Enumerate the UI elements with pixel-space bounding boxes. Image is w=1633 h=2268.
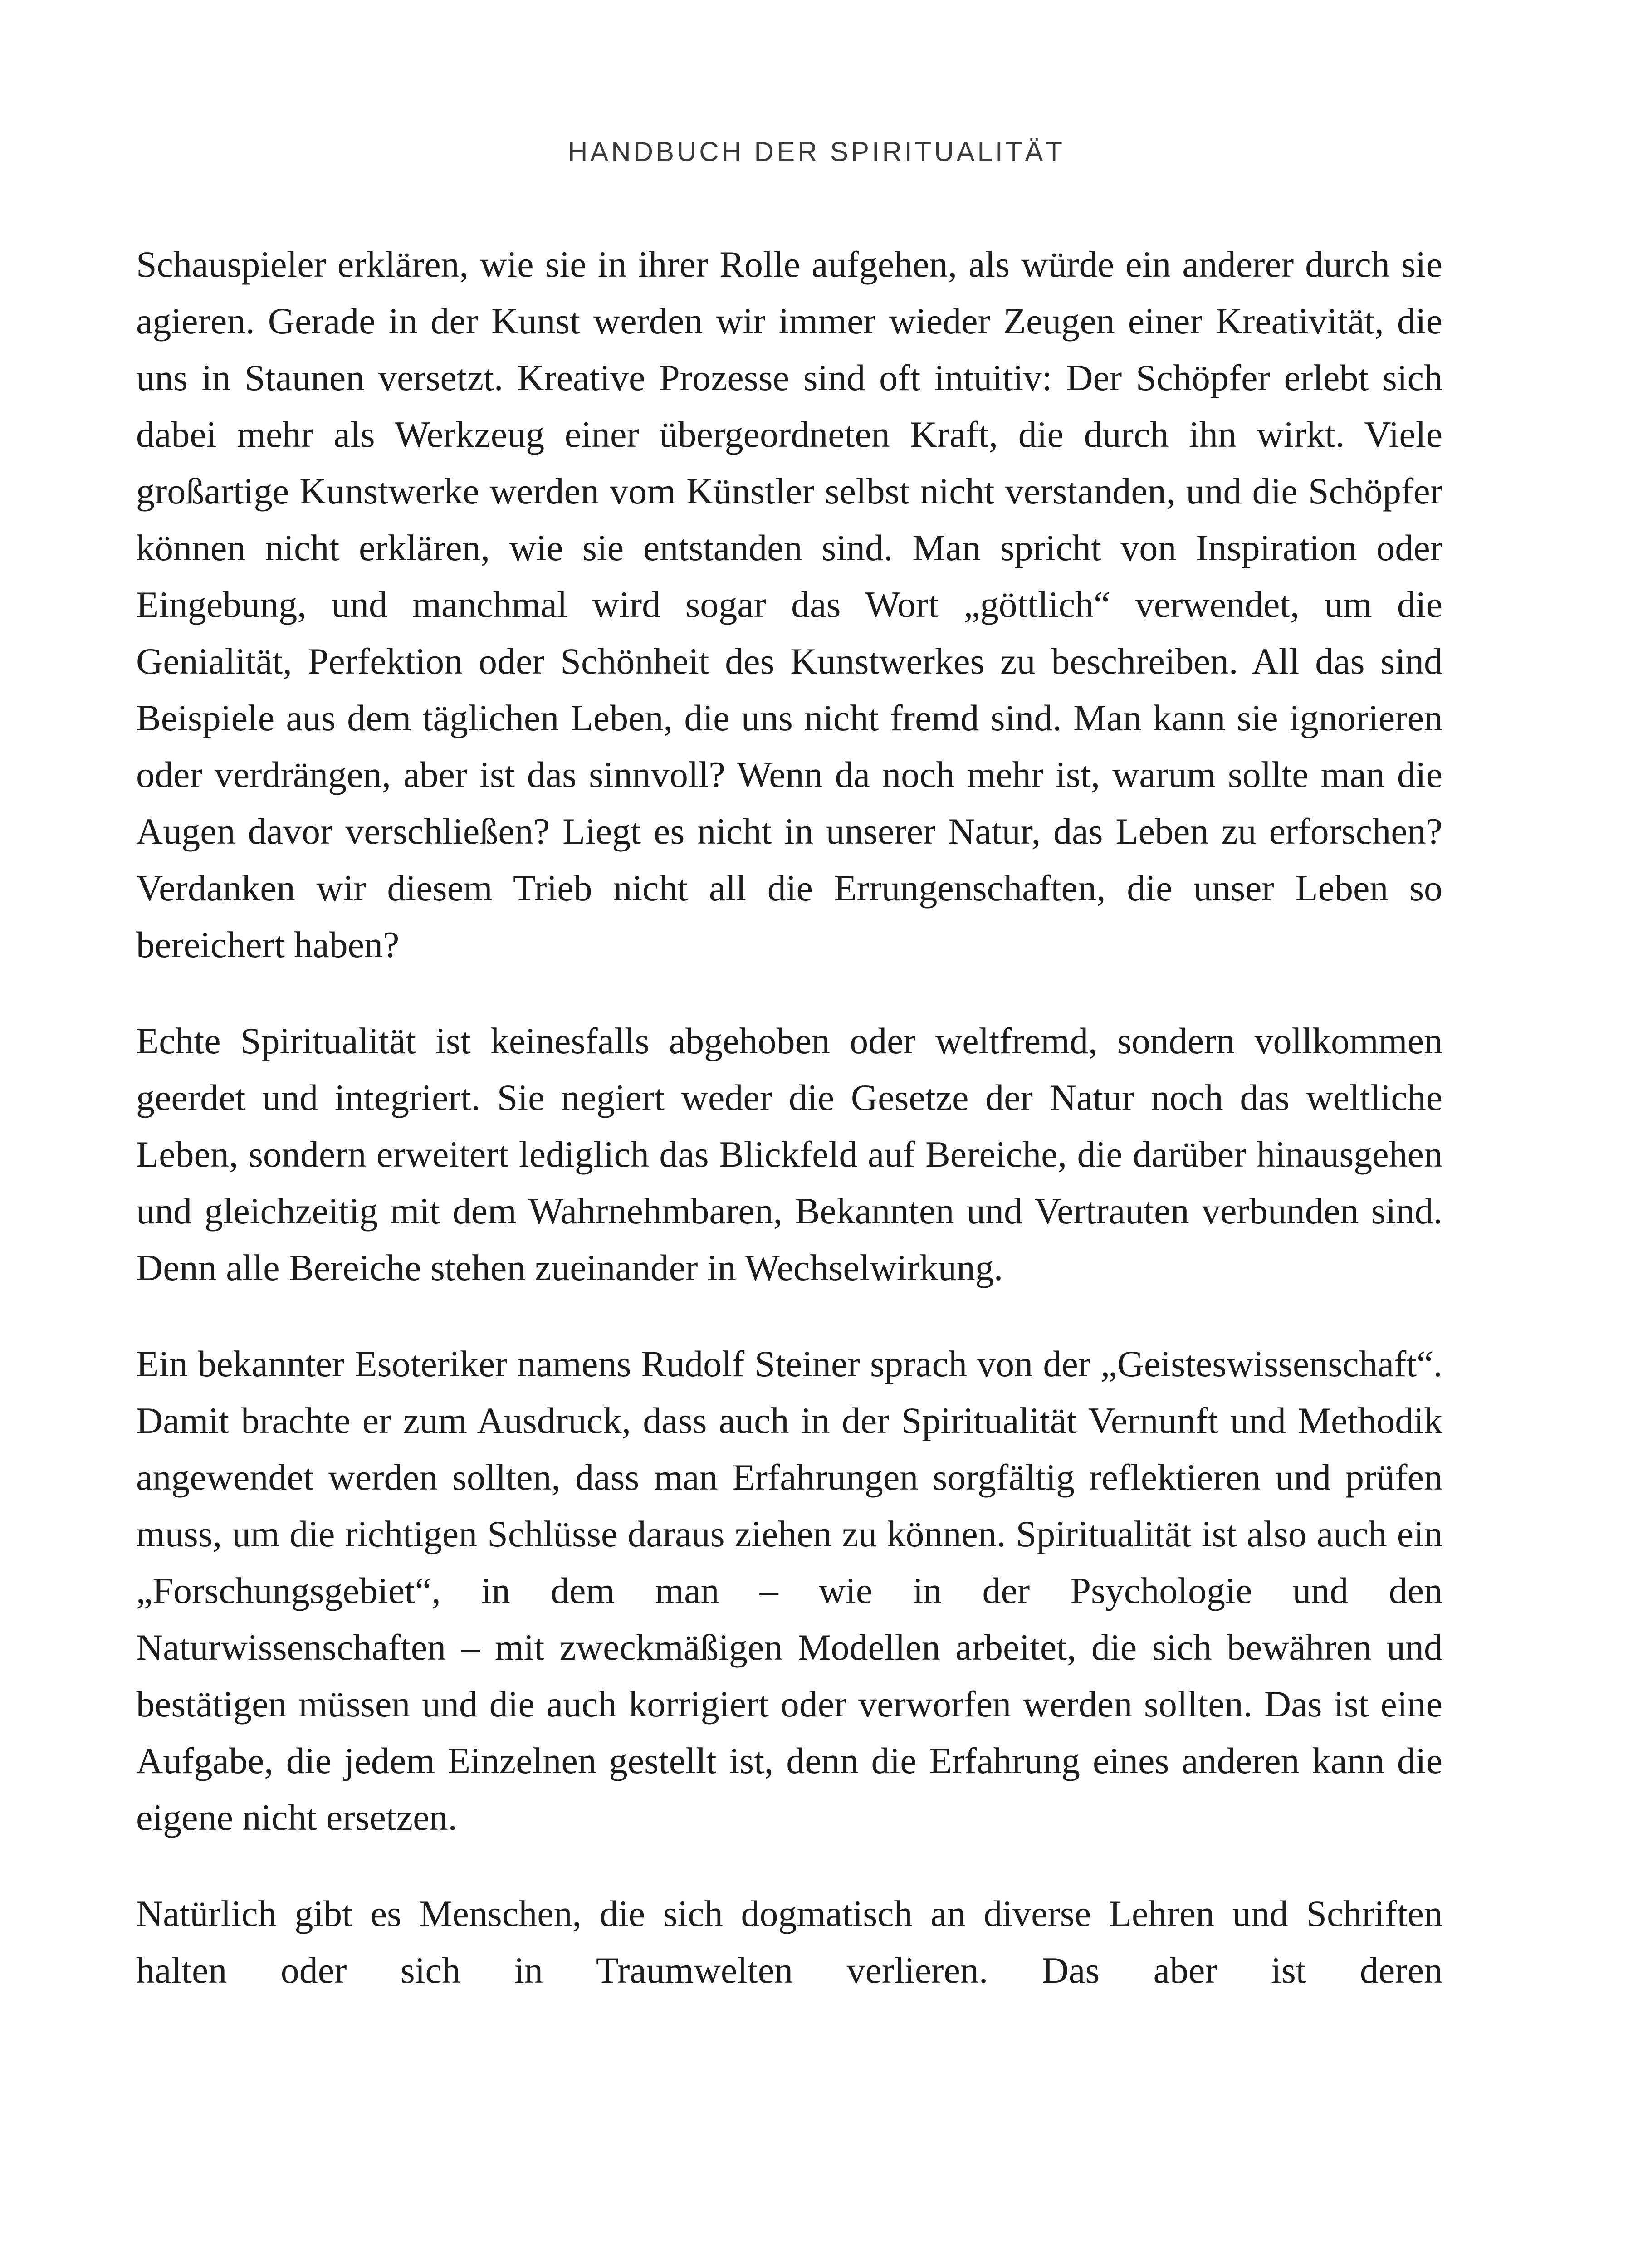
paragraph: Natürlich gibt es Menschen, die sich dogmatisch an diverse Lehren und Schriften halten oder sich in Traumwelten verlieren. Das aber ist deren bbox=[136, 1893, 1442, 1991]
running-head: HANDBUCH DER SPIRITUALITÄT bbox=[567, 137, 1066, 167]
paragraph: Schauspieler erklären, wie sie in ihrer Rolle aufgehen, als würde ein anderer durch sie agieren. Gerade in der Kunst werden wir immer wieder Zeugen einer Kreativität, die uns in Staunen versetzt. Kreative Prozesse sind oft intuitiv: Der Schöpfer erlebt sich dabei mehr als Werkzeug einer übergeordneten Kraft, die durch ihn wirkt. Viele großartige Kunstwerke werden vom Künstler selbst nicht verstanden, und die Schöpfer können nicht erklären, wie sie entstanden sind. Man spricht von Inspiration oder Eingebung, und manchmal wird sogar das Wort „göttlich“ verwendet, um die Genialität, Perfektion oder Schönheit des Kunstwerkes zu beschreiben. All das sind Beispiele aus dem täglichen Leben, die uns nicht fremd sind. Man kann sie ignorieren oder verdrängen, aber ist das sinnvoll? Wenn da noch mehr ist, warum sollte man die Augen davor verschließen? Liegt es nicht in unserer Natur, das Leben zu erforschen? Verdanken wir diesem Trieb nicht all die Errungenschaften, die unser Leben so bereichert haben? bbox=[136, 244, 1442, 965]
paragraph: Ein bekannter Esoteriker namens Rudolf Steiner sprach von der „Geisteswissenschaft“. Damit brachte er zum Ausdruck, dass auch in der Spiritualität Vernunft und Methodik angewendet werden sollten, dass man Erfahrungen sorgfältig reflektieren und prüfen muss, um die richtigen Schlüsse daraus ziehen zu können. Spiritualität ist also auch ein „Forschungsgebiet“, in dem man – wie in der Psychologie und den Naturwissenschaften – mit zweckmäßigen Modellen arbeitet, die sich bewähren und bestätigen müssen und die auch korrigiert oder verworfen werden sollten. Das ist eine Aufgabe, die jedem Einzelnen gestellt ist, denn die Erfahrung eines anderen kann die eigene nicht ersetzen. bbox=[136, 1343, 1442, 1838]
body-text bbox=[136, 236, 1442, 1999]
paragraph: Echte Spiritualität ist keinesfalls abgehoben oder weltfremd, sondern vollkommen geerdet und integriert. Sie negiert weder die Gesetze der Natur noch das weltliche Leben, sondern erweitert lediglich das Blickfeld auf Bereiche, die darüber hinausgehen und gleichzeitig mit dem Wahrnehmbaren, Bekannten und Vertrauten verbunden sind. Denn alle Bereiche stehen zueinander in Wechselwirkung. bbox=[136, 1020, 1442, 1288]
